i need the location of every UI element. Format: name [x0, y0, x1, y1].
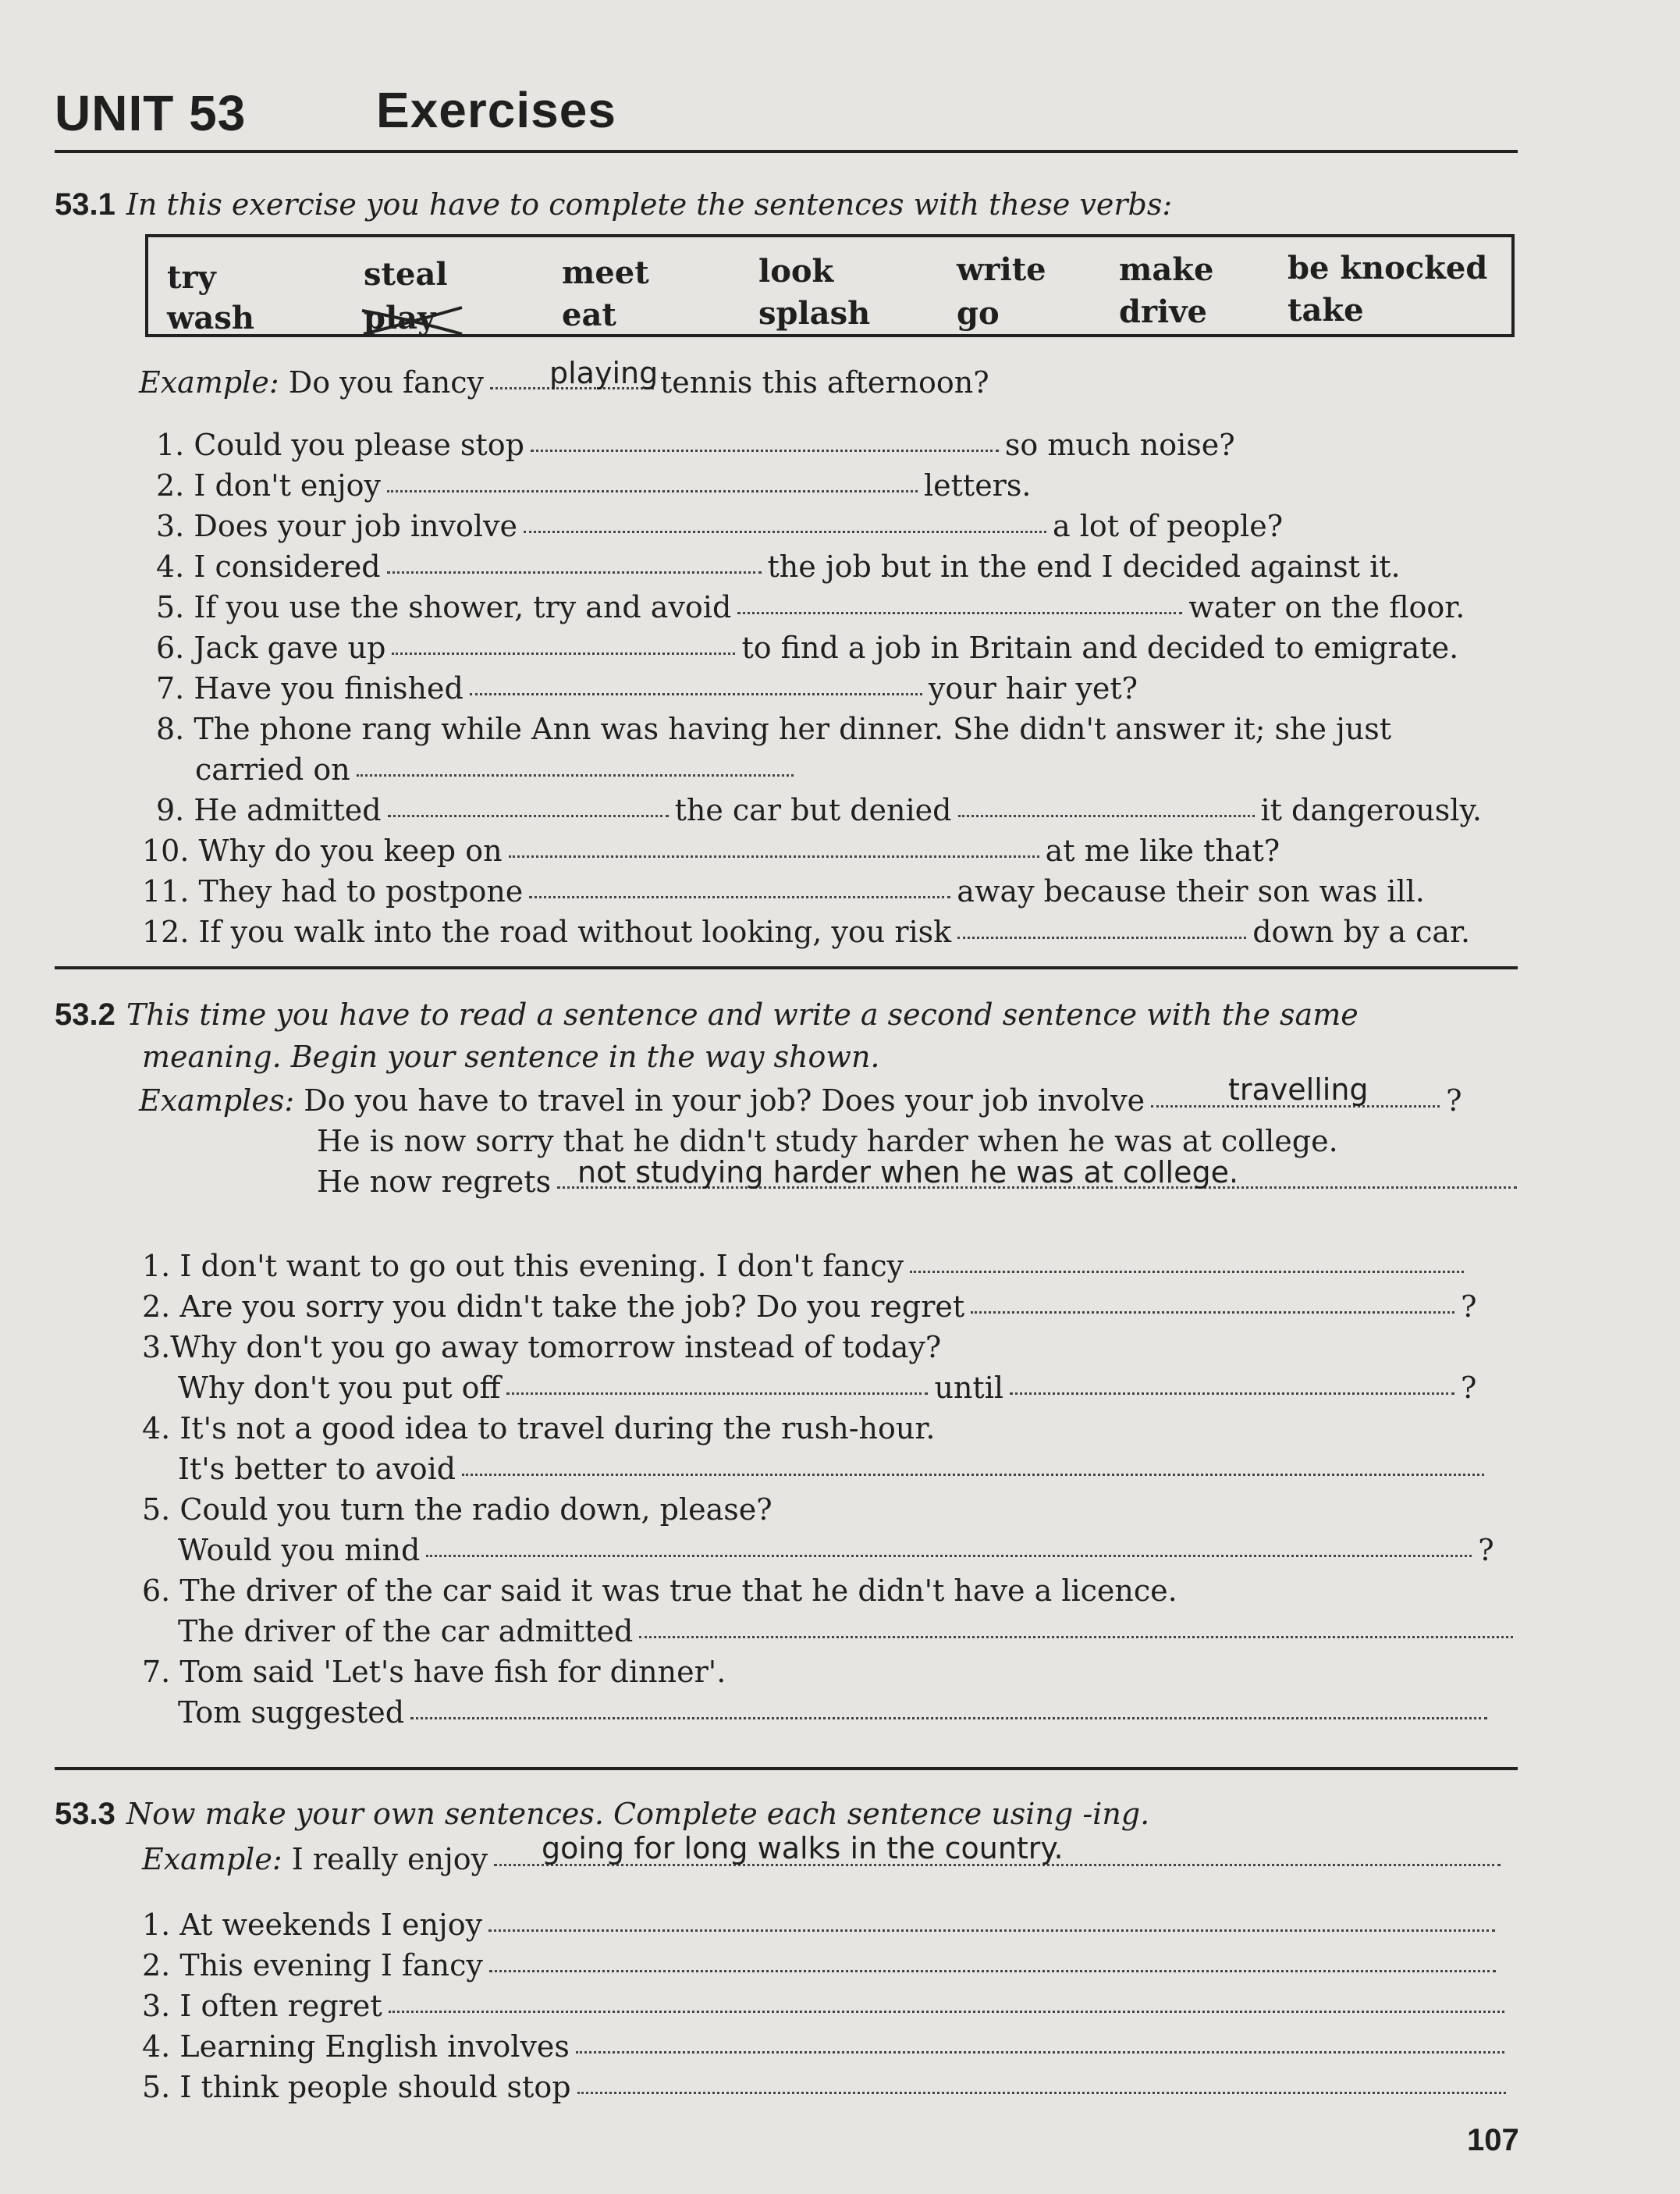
- item-text: Learning English involves: [179, 2029, 570, 2064]
- item-number: 3.: [142, 1330, 171, 1364]
- item-text: Does your job involve: [194, 509, 517, 543]
- exercise-item: [142, 915, 1470, 949]
- verb: take: [1288, 292, 1364, 329]
- page-title: Exercises: [376, 82, 616, 138]
- exercise-number: 53.1: [55, 187, 115, 222]
- example-label: Example:: [142, 1842, 282, 1876]
- item-number: 1.: [142, 1908, 171, 1942]
- answer-blank[interactable]: [506, 1392, 928, 1395]
- header-rule: [55, 150, 1518, 153]
- item-text: Tom suggested: [178, 1695, 405, 1730]
- item-number: 3.: [156, 509, 185, 543]
- exercise-item: [156, 712, 1391, 746]
- answer-blank[interactable]: [639, 1635, 1513, 1638]
- exercise-53-2-heading: [55, 997, 1359, 1033]
- exercise-item: [142, 1249, 1470, 1283]
- answer-blank[interactable]: [958, 814, 1255, 817]
- item-text: so much noise?: [1004, 428, 1235, 462]
- item-number: 9.: [156, 793, 185, 827]
- exercise-item: [142, 1948, 1502, 1982]
- example-label: Examples:: [139, 1083, 295, 1118]
- page-number: 107: [1467, 2123, 1519, 2157]
- answer-blank[interactable]: [488, 1929, 1495, 1932]
- exercise-item: [156, 590, 1465, 624]
- verb: eat: [562, 297, 616, 333]
- exercise-item: [142, 1655, 726, 1689]
- exercise-item: [156, 509, 1283, 543]
- answer-blank[interactable]: [1010, 1392, 1454, 1395]
- item-text: until: [934, 1371, 1004, 1405]
- exercise-item-continued: [195, 752, 800, 787]
- exercise-number: 53.3: [55, 1797, 115, 1831]
- verb: drive: [1119, 293, 1207, 330]
- example-ending: tennis this afternoon?: [660, 365, 989, 400]
- exercise-item-continued: [178, 1695, 1494, 1730]
- item-text: Why do you keep on: [198, 834, 503, 868]
- exercise-item: [156, 671, 1138, 706]
- verb: try: [167, 259, 216, 296]
- item-text: Why don't you go away tomorrow instead of today?: [170, 1330, 942, 1364]
- item-number: 4.: [156, 549, 185, 584]
- item-text: If you walk into the road without looking, you risk: [198, 915, 952, 949]
- item-text: the job but in the end I decided against it.: [767, 549, 1401, 584]
- exercise-item: [142, 1492, 773, 1527]
- example-label: Example:: [139, 365, 279, 400]
- answer-blank[interactable]: [577, 2091, 1506, 2094]
- item-text: water on the floor.: [1188, 590, 1465, 624]
- exercise-item: [156, 549, 1401, 584]
- item-text: to find a job in Britain and decided to emigrate.: [741, 631, 1459, 665]
- item-text: Jack gave up: [194, 631, 386, 665]
- item-text: Are you sorry you didn't take the job? Do you regret: [179, 1289, 965, 1324]
- item-text: It's not a good idea to travel during the rush-hour.: [179, 1411, 936, 1445]
- answer-blank[interactable]: [524, 530, 1046, 533]
- answer-blank[interactable]: [387, 489, 918, 492]
- item-ending: ?: [1461, 1289, 1477, 1324]
- item-text: I don't want to go out this evening. I don't fancy: [179, 1249, 904, 1283]
- item-text: I think people should stop: [179, 2070, 571, 2104]
- exercise-item: [142, 1908, 1501, 1942]
- example-prompt: He now regrets: [317, 1165, 552, 1199]
- verb: splash: [758, 295, 871, 332]
- item-text: Could you turn the radio down, please?: [179, 1492, 773, 1527]
- item-number: 2.: [142, 1289, 171, 1324]
- item-text: The driver of the car admitted: [178, 1614, 634, 1648]
- answer-blank[interactable]: [387, 571, 762, 574]
- exercise-item: [142, 1411, 935, 1445]
- item-text: down by a car.: [1252, 915, 1471, 949]
- item-number: 5.: [156, 590, 185, 624]
- example-sentence-text: He is now sorry that he didn't study harder when he was at college.: [317, 1124, 1338, 1158]
- item-number: 8.: [156, 712, 185, 746]
- item-text: He admitted: [194, 793, 382, 827]
- answer-blank[interactable]: [529, 895, 950, 898]
- example-ending: ?: [1446, 1083, 1462, 1118]
- item-text: Why don't you put off: [178, 1371, 501, 1405]
- item-text: Would you mind: [178, 1533, 421, 1567]
- item-text: I considered: [194, 549, 381, 584]
- item-number: 12.: [142, 915, 190, 949]
- exercise-item: [142, 874, 1425, 909]
- exercise-item-continued: [178, 1614, 1519, 1648]
- exercise-item: [156, 631, 1458, 665]
- exercise-number: 53.2: [55, 997, 115, 1032]
- item-text: I often regret: [179, 1989, 382, 2023]
- item-text: Could you please stop: [194, 428, 524, 462]
- exercise-53-1-heading: [55, 187, 1172, 222]
- exercise-instruction-continued: meaning. Begin your sentence in the way shown.: [142, 1040, 880, 1074]
- item-number: 7.: [142, 1655, 171, 1689]
- answer-blank[interactable]: [388, 814, 669, 817]
- item-ending: ?: [1478, 1533, 1494, 1567]
- item-number: 5.: [142, 2070, 171, 2104]
- exercise-item: [156, 428, 1235, 462]
- item-text: They had to postpone: [198, 874, 524, 909]
- item-number: 1.: [156, 428, 185, 462]
- item-text: Have you finished: [194, 671, 464, 706]
- item-number: 1.: [142, 1249, 171, 1283]
- item-text: I don't enjoy: [194, 468, 382, 503]
- verb: make: [1119, 251, 1214, 288]
- handwritten-answer: travelling: [1228, 1072, 1369, 1107]
- item-number: 7.: [156, 671, 185, 706]
- answer-blank[interactable]: [392, 652, 735, 655]
- example-sentence: [317, 1124, 1338, 1158]
- answer-blank[interactable]: [971, 1310, 1454, 1314]
- section-rule: [55, 966, 1518, 969]
- exercise-53-3-heading: [55, 1797, 1149, 1832]
- item-text: letters.: [924, 468, 1032, 503]
- item-text: at me like that?: [1045, 834, 1280, 868]
- verb-box: [145, 234, 1515, 337]
- answer-blank[interactable]: [489, 1969, 1496, 1972]
- answer-blank[interactable]: [357, 773, 794, 777]
- answer-blank[interactable]: [910, 1270, 1464, 1273]
- handwritten-answer: not studying harder when he was at college.: [577, 1155, 1239, 1189]
- item-number: 2.: [156, 468, 185, 503]
- strike-through-mark: [359, 303, 465, 339]
- item-text: a lot of people?: [1052, 509, 1284, 543]
- answer-blank[interactable]: [389, 2010, 1504, 2013]
- item-number: 6.: [156, 631, 185, 665]
- answer-blank[interactable]: [509, 855, 1039, 858]
- verb: be knocked: [1288, 250, 1488, 286]
- item-number: 10.: [142, 834, 190, 868]
- item-number: 5.: [142, 1492, 171, 1527]
- example-prompt: Do you fancy: [288, 365, 484, 400]
- answer-blank[interactable]: [462, 1473, 1484, 1476]
- example-prompt: I really enjoy: [291, 1842, 488, 1876]
- exercise-item: [142, 1330, 941, 1364]
- answer-blank[interactable]: [737, 611, 1182, 614]
- item-text: carried on: [195, 752, 350, 787]
- unit-label: UNIT 53: [55, 85, 247, 141]
- answer-blank[interactable]: [957, 936, 1246, 939]
- item-number: 4.: [142, 1411, 171, 1445]
- handwritten-answer: playing: [549, 356, 659, 390]
- exercise-item-continued: [178, 1371, 1476, 1405]
- item-text: it dangerously.: [1260, 793, 1482, 827]
- item-number: 2.: [142, 1948, 171, 1982]
- item-text: If you use the shower, try and avoid: [194, 590, 732, 624]
- item-text: It's better to avoid: [178, 1452, 456, 1486]
- exercise-item-continued: [178, 1452, 1490, 1486]
- verb-crossed: [364, 300, 435, 336]
- item-text: The driver of the car said it was true that he didn't have a licence.: [179, 1573, 1177, 1608]
- item-number: 3.: [142, 1989, 171, 2023]
- item-text: the car but denied: [674, 793, 952, 827]
- item-text: your hair yet?: [928, 671, 1138, 706]
- exercise-instruction: This time you have to read a sentence and write a second sentence with the same: [126, 997, 1359, 1032]
- exercise-item: [156, 468, 1031, 503]
- item-number: 11.: [142, 874, 190, 909]
- item-ending: ?: [1461, 1371, 1477, 1405]
- answer-blank[interactable]: [426, 1554, 1472, 1557]
- section-rule: [55, 1767, 1518, 1770]
- handwritten-answer: going for long walks in the country.: [542, 1831, 1064, 1865]
- verb: play: [364, 300, 436, 336]
- verb: meet: [562, 254, 649, 291]
- item-number: 4.: [142, 2029, 171, 2064]
- example-prompt: Do you have to travel in your job? Does your job involve: [304, 1083, 1145, 1118]
- answer-blank[interactable]: [410, 1716, 1487, 1719]
- item-text: This evening I fancy: [179, 1948, 483, 1982]
- exercise-item-continued: [178, 1533, 1494, 1567]
- item-number: 6.: [142, 1573, 171, 1608]
- verb: wash: [167, 300, 254, 336]
- exercise-item: [142, 1989, 1511, 2023]
- exercise-instruction: Now make your own sentences. Complete each sentence using -ing.: [126, 1797, 1150, 1831]
- exercise-item: [156, 793, 1482, 827]
- answer-blank[interactable]: [576, 2050, 1504, 2054]
- verb: steal: [364, 256, 448, 293]
- verb: go: [957, 295, 1000, 332]
- exercise-item: [142, 834, 1280, 868]
- verb: look: [758, 253, 834, 290]
- exercise-item: [142, 1289, 1477, 1324]
- item-text: away because their son was ill.: [957, 874, 1425, 909]
- item-text: The phone rang while Ann was having her dinner. She didn't answer it; she just: [194, 712, 1392, 746]
- answer-blank[interactable]: [531, 449, 999, 452]
- exercise-item: [142, 1573, 1177, 1608]
- answer-blank[interactable]: [470, 692, 922, 695]
- exercise-instruction: In this exercise you have to complete the sentences with these verbs:: [126, 187, 1173, 222]
- exercise-item: [142, 2070, 1512, 2104]
- item-text: At weekends I enjoy: [179, 1908, 483, 1942]
- verb: write: [957, 251, 1046, 288]
- exercise-item: [142, 2029, 1511, 2064]
- item-text: Tom said 'Let's have fish for dinner'.: [179, 1655, 726, 1689]
